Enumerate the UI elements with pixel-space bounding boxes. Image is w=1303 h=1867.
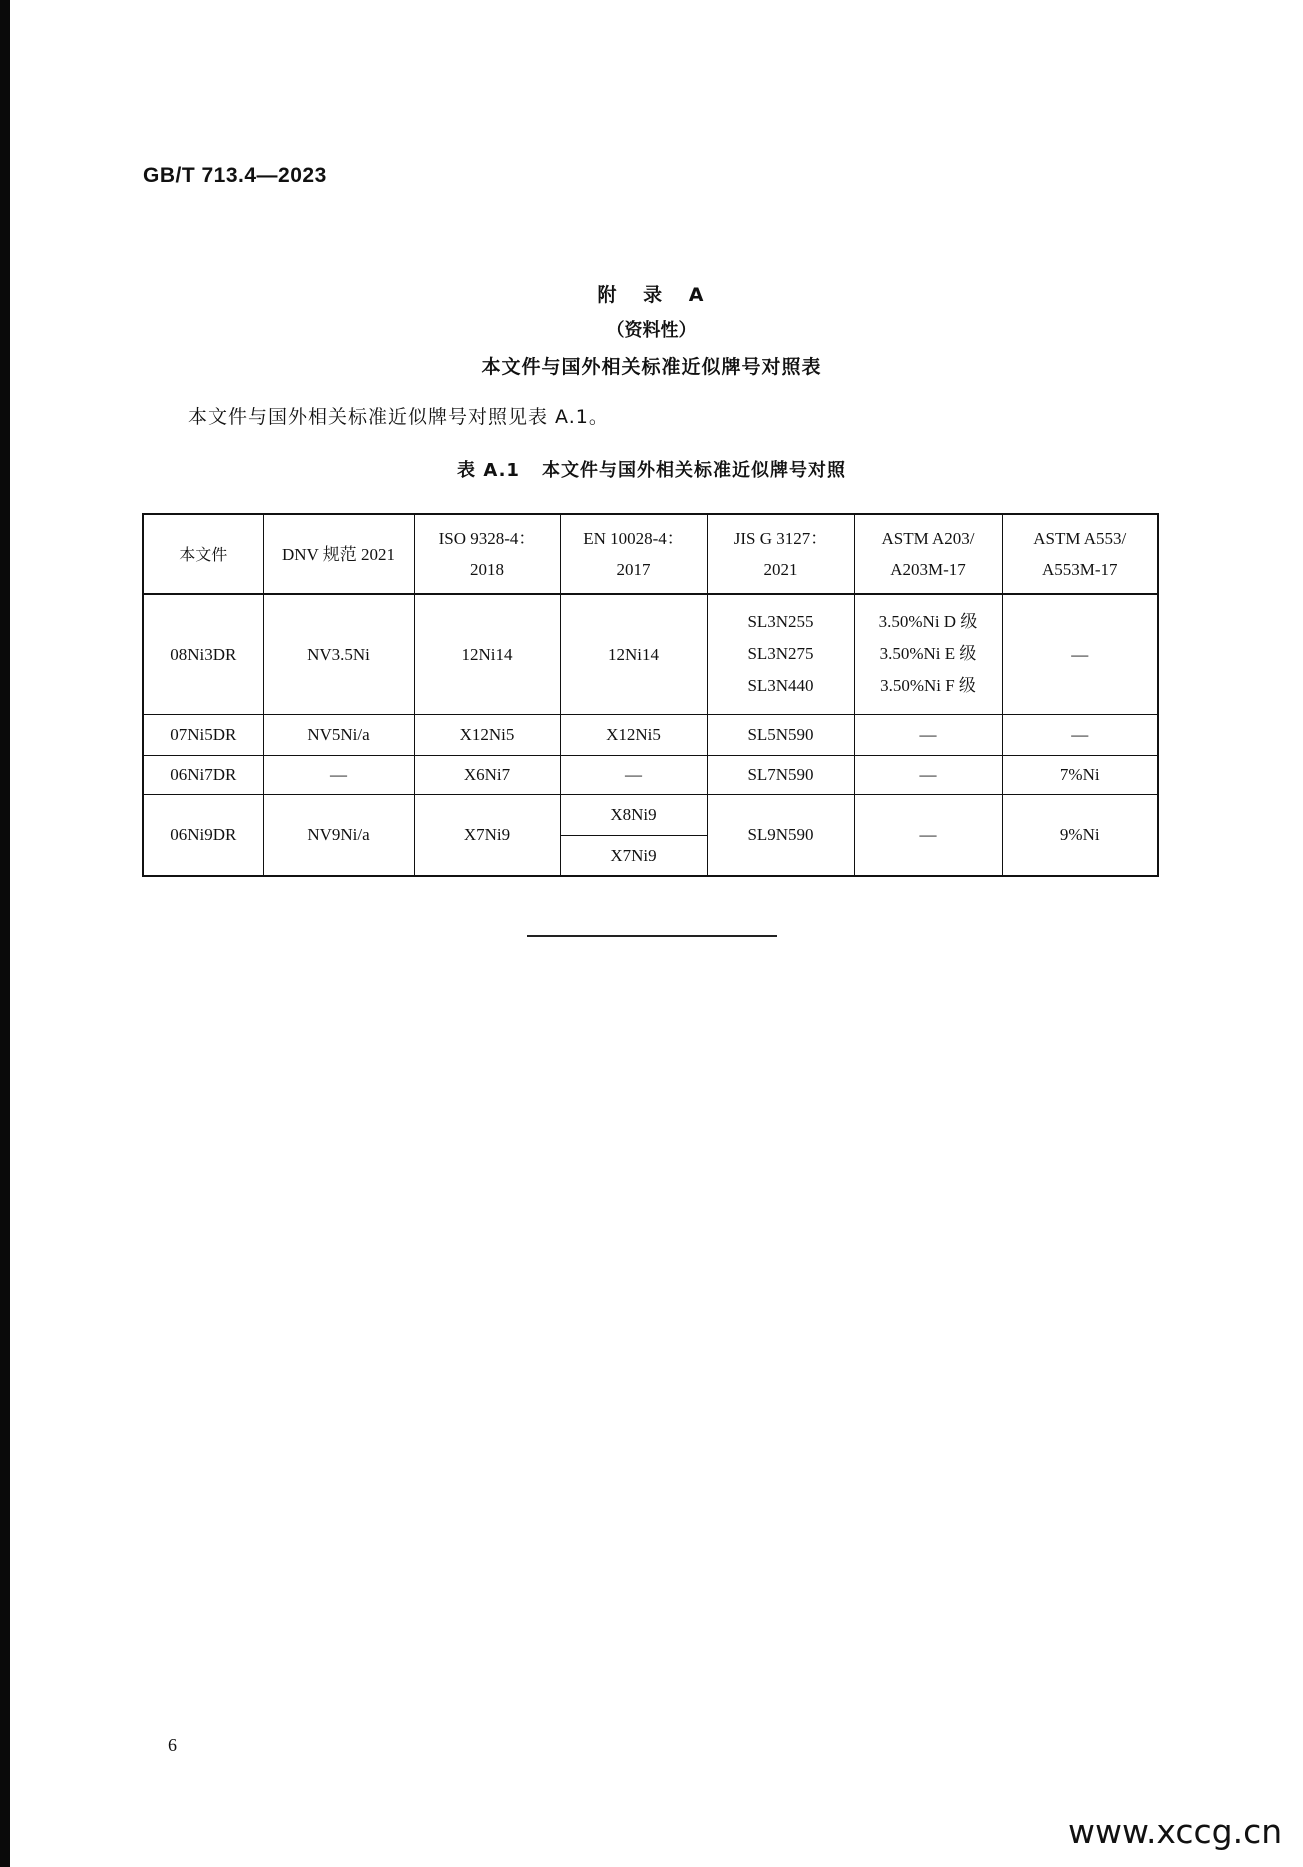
table-row xyxy=(143,714,1158,755)
cell-jis: SL3N255 SL3N275 SL3N440 xyxy=(707,594,854,714)
column-header: ASTM A203/ A203M-17 xyxy=(854,514,1002,594)
table-header-row xyxy=(143,514,1158,594)
cell-grade: 06Ni9DR xyxy=(143,794,263,876)
cell-iso: X12Ni5 xyxy=(414,714,560,755)
cell-dnv: NV9Ni/a xyxy=(263,794,414,876)
cell-grade: 06Ni7DR xyxy=(143,755,263,794)
annex-heading: 本文件与国外相关标准近似牌号对照表 xyxy=(481,356,822,378)
cell-astm-a553: 7%Ni xyxy=(1002,755,1158,794)
table-row xyxy=(143,794,1158,835)
column-header: JIS G 3127： 2021 xyxy=(707,514,854,594)
table-caption-number: 表 A.1 xyxy=(457,460,520,481)
cell-astm-a203: — xyxy=(854,714,1002,755)
column-header: ISO 9328-4： 2018 xyxy=(414,514,560,594)
table-caption-text: 本文件与国外相关标准近似牌号对照 xyxy=(541,460,846,481)
cell-dnv: NV3.5Ni xyxy=(263,594,414,714)
watermark: www.xccg.cn xyxy=(1068,1812,1283,1851)
cell-en: X12Ni5 xyxy=(560,714,707,755)
cell-astm-a553: 9%Ni xyxy=(1002,794,1158,876)
cell-jis: SL5N590 xyxy=(707,714,854,755)
column-header: DNV 规范 2021 xyxy=(263,514,414,594)
body-paragraph: 本文件与国外相关标准近似牌号对照见表 A.1。 xyxy=(188,406,609,428)
cell-astm-a203: — xyxy=(854,794,1002,876)
cell-dnv: NV5Ni/a xyxy=(263,714,414,755)
cell-astm-a553: — xyxy=(1002,594,1158,714)
cell-astm-a553: — xyxy=(1002,714,1158,755)
cell-iso: X7Ni9 xyxy=(414,794,560,876)
cell-jis: SL7N590 xyxy=(707,755,854,794)
document-code: GB/T 713.4—2023 xyxy=(143,164,327,187)
cell-grade: 07Ni5DR xyxy=(143,714,263,755)
table-caption xyxy=(0,456,1303,482)
cell-iso: 12Ni14 xyxy=(414,594,560,714)
cell-astm-a203: 3.50%Ni D 级 3.50%Ni E 级 3.50%Ni F 级 xyxy=(854,594,1002,714)
cell-en: 12Ni14 xyxy=(560,594,707,714)
cell-en: X8Ni9 xyxy=(560,794,707,835)
column-header: 本文件 xyxy=(143,514,263,594)
cell-astm-a203: — xyxy=(854,755,1002,794)
page-number: 6 xyxy=(168,1735,177,1755)
table-row xyxy=(143,755,1158,794)
column-header: ASTM A553/ A553M-17 xyxy=(1002,514,1158,594)
table-row xyxy=(143,594,1158,714)
column-header: EN 10028-4： 2017 xyxy=(560,514,707,594)
cell-dnv: — xyxy=(263,755,414,794)
cell-en: X7Ni9 xyxy=(560,835,707,876)
annex-type: （资料性） xyxy=(606,320,697,341)
cell-grade: 08Ni3DR xyxy=(143,594,263,714)
grade-comparison-table xyxy=(142,513,1159,877)
annex-title: 附 录 A xyxy=(597,284,706,306)
cell-jis: SL9N590 xyxy=(707,794,854,876)
cell-en: — xyxy=(560,755,707,794)
end-of-annex-rule xyxy=(527,935,777,937)
cell-iso: X6Ni7 xyxy=(414,755,560,794)
